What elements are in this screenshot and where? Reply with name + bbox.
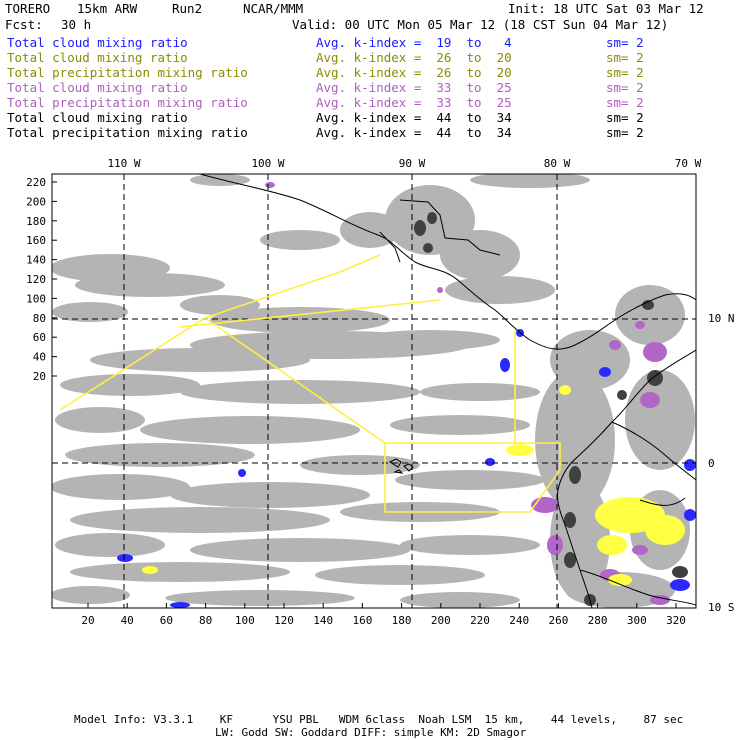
lon-label: 70 W — [674, 157, 702, 170]
run-label: Run2 — [172, 1, 203, 16]
legend-sm: sm= 2 — [606, 50, 644, 65]
x-tick-label: 280 — [587, 614, 608, 627]
y-tick-label: 80 — [32, 311, 46, 325]
legend-kindex: Avg. k-index = 44 to 34 — [316, 110, 512, 125]
legend-kindex: Avg. k-index = 33 to 25 — [316, 95, 512, 110]
lat-label: 0 — [708, 457, 715, 470]
fcst-value: 30 h — [61, 17, 92, 32]
legend-kindex: Avg. k-index = 19 to 4 — [316, 35, 512, 50]
x-tick-label: 40 — [120, 614, 134, 627]
y-tick-label: 200 — [26, 195, 46, 209]
x-tick-label: 300 — [626, 614, 647, 627]
model-name: TORERO — [5, 1, 51, 16]
y-tick-label: 140 — [26, 253, 46, 267]
legend-kindex: Avg. k-index = 33 to 25 — [316, 80, 512, 95]
legend-field: Total cloud mixing ratio — [7, 110, 188, 125]
legend-kindex: Avg. k-index = 26 to 20 — [316, 65, 512, 80]
model-resolution: 15km ARW — [77, 1, 138, 16]
valid-time: Valid: 00 UTC Mon 05 Mar 12 (18 CST Sun 04 Mar 12) — [292, 17, 669, 32]
legend-sm: sm= 2 — [606, 80, 644, 95]
legend-kindex: Avg. k-index = 44 to 34 — [316, 125, 512, 140]
legend-field: Total precipitation mixing ratio — [7, 65, 248, 80]
x-tick-label: 320 — [666, 614, 686, 627]
y-tick-label: 60 — [32, 331, 46, 345]
y-tick-label: 160 — [26, 234, 46, 248]
model-info: Model Info: V3.3.1 KF YSU PBL WDM 6class Noah LSM 15 km, 44 levels, 87 sec — [74, 713, 684, 726]
x-tick-label: 160 — [352, 614, 373, 627]
legend-field: Total precipitation mixing ratio — [7, 95, 248, 110]
y-tick-label: 100 — [26, 292, 46, 306]
x-tick-label: 240 — [509, 614, 530, 627]
org-label: NCAR/MMM — [243, 1, 304, 16]
lon-label: 100 W — [251, 157, 285, 170]
x-tick-label: 120 — [274, 614, 294, 627]
legend-field: Total cloud mixing ratio — [7, 35, 188, 50]
lon-label: 90 W — [398, 157, 426, 170]
lat-label: 10 S — [708, 601, 735, 614]
legend-field: Total cloud mixing ratio — [7, 50, 188, 65]
lon-label: 110 W — [107, 157, 141, 170]
model-physics: LW: Godd SW: Goddard DIFF: simple KM: 2D Smagor — [215, 726, 527, 739]
x-tick-label: 140 — [313, 614, 334, 627]
legend-kindex: Avg. k-index = 26 to 20 — [316, 50, 512, 65]
x-tick-label: 200 — [430, 614, 451, 627]
y-tick-label: 180 — [26, 214, 46, 228]
fcst-label: Fcst: — [5, 17, 43, 32]
x-tick-label: 80 — [198, 614, 213, 627]
legend-sm: sm= 2 — [606, 125, 644, 140]
legend-sm: sm= 2 — [606, 65, 644, 80]
legend-sm: sm= 2 — [606, 95, 644, 110]
x-tick-label: 60 — [159, 614, 174, 627]
lat-label: 10 N — [708, 312, 735, 325]
legend-field: Total precipitation mixing ratio — [7, 125, 248, 140]
legend-field: Total cloud mixing ratio — [7, 80, 188, 95]
x-tick-label: 180 — [391, 614, 412, 627]
x-tick-label: 100 — [234, 614, 255, 627]
x-tick-label: 220 — [470, 614, 490, 627]
y-tick-label: 220 — [26, 176, 46, 189]
legend-sm: sm= 2 — [606, 35, 644, 50]
x-tick-label: 260 — [548, 614, 569, 627]
init-time: Init: 18 UTC Sat 03 Mar 12 — [508, 1, 704, 16]
forecast-map — [0, 150, 740, 640]
x-tick-label: 20 — [81, 614, 95, 627]
y-tick-label: 40 — [32, 350, 46, 364]
legend-sm: sm= 2 — [606, 110, 644, 125]
lon-label: 80 W — [543, 157, 571, 170]
y-tick-label: 20 — [32, 370, 46, 383]
y-tick-label: 120 — [26, 273, 46, 286]
